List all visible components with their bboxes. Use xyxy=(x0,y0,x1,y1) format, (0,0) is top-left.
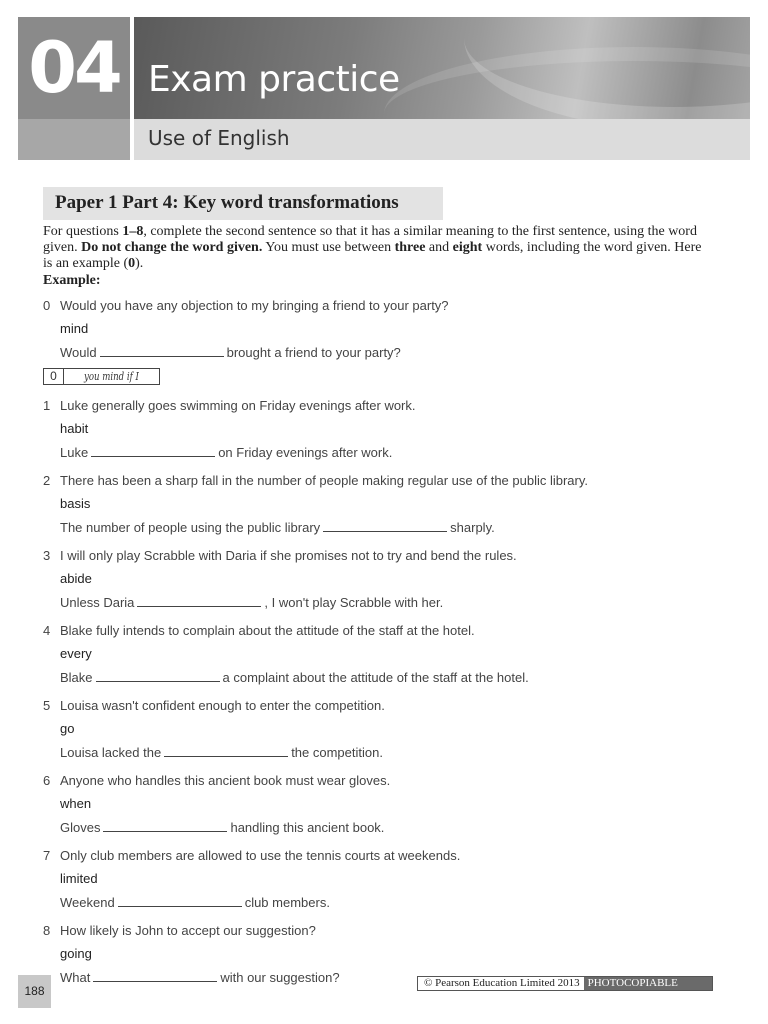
question-sentence: Only club members are allowed to use the tennis courts at weekends. xyxy=(60,848,461,863)
question-sentence: Blake fully intends to complain about the attitude of the staff at the hotel. xyxy=(60,623,475,638)
example-label: Example: xyxy=(43,273,101,288)
key-word: mind xyxy=(60,321,89,336)
transformation-line: Louisa lacked the the competition. xyxy=(60,745,383,760)
question-sentence: How likely is John to accept our suggestion? xyxy=(60,923,316,938)
answer-blank[interactable] xyxy=(93,969,217,982)
answer-blank[interactable] xyxy=(164,744,288,757)
key-word: when xyxy=(60,796,92,811)
question-number: 6 xyxy=(43,773,51,788)
answer-blank[interactable] xyxy=(96,669,220,682)
question-number: 2 xyxy=(43,473,51,488)
unit-number: 04 xyxy=(18,17,130,119)
header-banner xyxy=(134,17,750,119)
instructions: For questions 1–8, complete the second sentence so that it has a similar meaning to the first sentence, using the word given. Do not change the word given. You must use between three and eight words, including the word given. Here is an example (0). xyxy=(43,224,702,271)
answer-blank[interactable] xyxy=(118,894,242,907)
transformation-line: The number of people using the public library sharply. xyxy=(60,520,495,535)
key-word: habit xyxy=(60,421,89,436)
transformation-line: Gloves handling this ancient book. xyxy=(60,820,385,835)
question-number: 1 xyxy=(43,398,51,413)
photocopiable-label: PHOTOCOPIABLE xyxy=(584,977,712,990)
question-number: 3 xyxy=(43,548,51,563)
answer-number: 0 xyxy=(44,369,64,384)
question-sentence: Louisa wasn't confident enough to enter the competition. xyxy=(60,698,385,713)
key-word: limited xyxy=(60,871,98,886)
transformation-line: Luke on Friday evenings after work. xyxy=(60,445,393,460)
transformation-line: Would brought a friend to your party? xyxy=(60,345,401,360)
answer-blank[interactable] xyxy=(103,819,227,832)
answer-blank[interactable] xyxy=(323,519,447,532)
transformation-line: Unless Daria , I won't play Scrabble with her. xyxy=(60,595,444,610)
question-number: 4 xyxy=(43,623,51,638)
transformation-line: Blake a complaint about the attitude of the staff at the hotel. xyxy=(60,670,529,685)
question-sentence: Anyone who handles this ancient book must wear gloves. xyxy=(60,773,391,788)
copyright-notice xyxy=(417,976,713,991)
page-subtitle: Use of English xyxy=(148,126,290,150)
answer-blank[interactable] xyxy=(137,594,261,607)
copyright-text: © Pearson Education Limited 2013 xyxy=(424,977,580,989)
question-number: 0 xyxy=(43,298,51,313)
question-number: 5 xyxy=(43,698,51,713)
handwritten-answer: you mind if I xyxy=(84,370,139,383)
question-number: 8 xyxy=(43,923,51,938)
key-word: abide xyxy=(60,571,92,586)
question-sentence: There has been a sharp fall in the number of people making regular use of the public library. xyxy=(60,473,589,488)
section-title: Paper 1 Part 4: Key word transformations xyxy=(43,187,443,220)
question-sentence: Would you have any objection to my bringing a friend to your party? xyxy=(60,298,449,313)
page-number: 188 xyxy=(18,975,51,1008)
example-answer-box xyxy=(43,368,160,385)
unit-number-band xyxy=(18,119,130,160)
subtitle-band xyxy=(134,119,750,160)
key-word: every xyxy=(60,646,92,661)
question-sentence: Luke generally goes swimming on Friday evenings after work. xyxy=(60,398,416,413)
answer-blank[interactable] xyxy=(100,344,224,357)
key-word: basis xyxy=(60,496,91,511)
question-sentence: I will only play Scrabble with Daria if she promises not to try and bend the rules. xyxy=(60,548,517,563)
key-word: going xyxy=(60,946,92,961)
page-title: Exam practice xyxy=(148,59,400,100)
question-number: 7 xyxy=(43,848,51,863)
transformation-line: Weekend club members. xyxy=(60,895,330,910)
key-word: go xyxy=(60,721,75,736)
transformation-line: What with our suggestion? xyxy=(60,970,340,985)
answer-blank[interactable] xyxy=(91,444,215,457)
